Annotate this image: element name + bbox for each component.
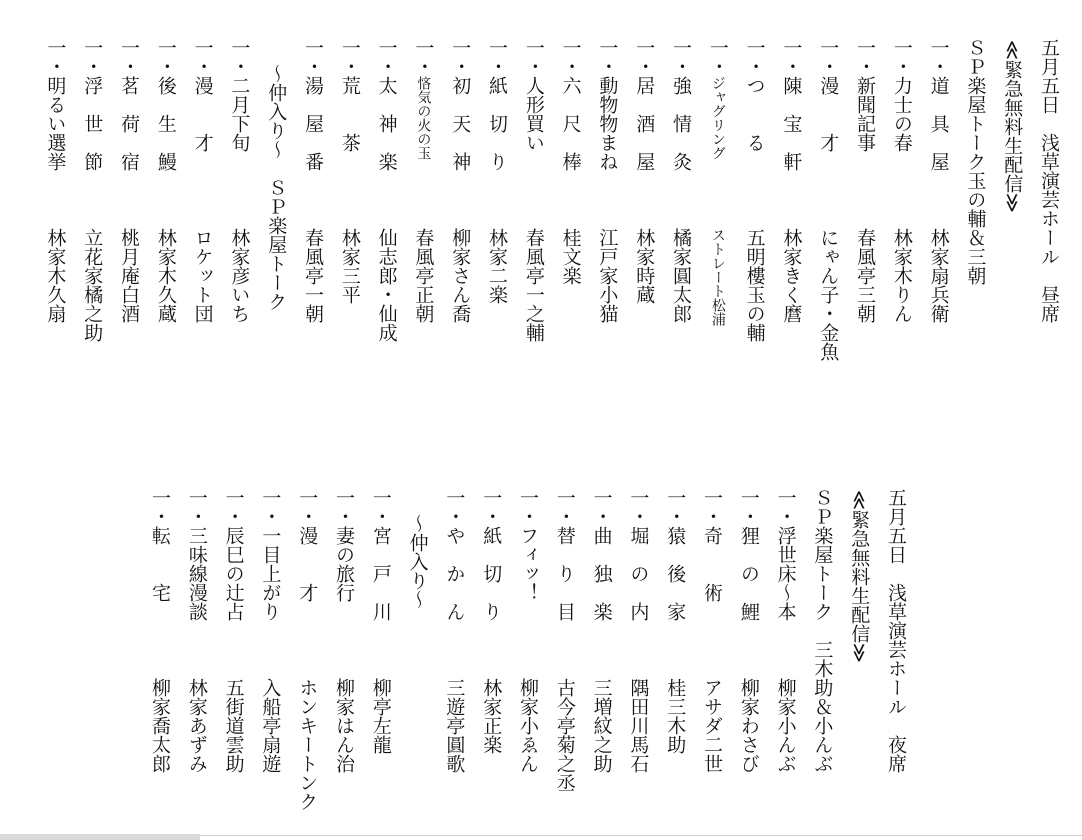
program-item	[633, 38, 656, 304]
piece-title: 荒 茶	[338, 76, 361, 152]
item-mark: 一・	[670, 38, 692, 76]
item-mark: 一・	[486, 38, 508, 76]
program-item	[780, 38, 803, 323]
item-mark: 一・	[559, 38, 582, 76]
item-mark: 一・	[154, 38, 177, 76]
intermission-marker	[265, 38, 288, 311]
program-item	[224, 488, 243, 773]
piece-title: 道 具 屋	[927, 76, 950, 171]
piece-title: 三味線漫談	[185, 526, 208, 621]
item-mark: 一・	[633, 38, 656, 76]
performer-name: 林家きく麿	[780, 228, 803, 323]
piece-title: 後 生 鰻	[154, 76, 177, 171]
performer-name: ホンキートンク	[296, 678, 319, 811]
item-mark: 一・	[854, 38, 876, 76]
program-item	[929, 38, 948, 323]
piece-title: 強 情 灸	[670, 76, 692, 171]
piece-title: 力士の春	[890, 76, 913, 152]
piece-title: 妻の旅行	[333, 526, 355, 602]
piece-title: 陳 宝 軒	[780, 76, 803, 171]
piece-title: 狸 の 鯉	[737, 526, 760, 621]
item-mark: 一・	[596, 38, 619, 76]
item-mark: 一・	[185, 488, 208, 526]
program-item	[487, 38, 506, 304]
program-item	[480, 488, 503, 754]
intermission-label: ～仲入り～	[406, 514, 429, 609]
program-item	[702, 488, 721, 773]
program-item	[119, 38, 138, 323]
program-item	[377, 38, 396, 342]
piece-title: 浮世床～本	[774, 526, 797, 621]
program-item	[412, 38, 435, 323]
performer-name: ストレート松浦	[709, 228, 726, 326]
item-mark: 一・	[412, 38, 435, 76]
piece-title: 辰巳の辻占	[222, 526, 245, 621]
program-item	[150, 488, 169, 773]
piece-title: 悋気の火の玉	[415, 76, 432, 160]
item-mark: 一・	[553, 488, 576, 526]
performer-name: 林家木りん	[890, 228, 913, 323]
performer-name: 仙志郎・仙成	[375, 228, 398, 342]
performer-name: 三遊亭圓歌	[443, 678, 466, 773]
performer-name: 桂文楽	[559, 228, 582, 285]
item-mark: 一・	[701, 488, 723, 526]
program-item	[449, 38, 472, 323]
program-item	[259, 488, 282, 773]
program-item	[44, 38, 67, 323]
item-mark: 一・	[296, 488, 319, 526]
piece-title: 二月下旬	[228, 76, 251, 152]
performer-name: 桂三木助	[664, 678, 687, 754]
piece-title: 奇 術	[701, 526, 723, 602]
scrollbar-track[interactable]	[0, 834, 200, 840]
item-mark: 一・	[927, 38, 950, 76]
piece-title: 湯 屋 番	[302, 76, 324, 171]
performer-name: 林家彦いち	[228, 228, 251, 323]
program-item	[664, 488, 687, 754]
program-item	[187, 488, 206, 773]
program-talk: ＳＰ楽屋トーク玉の輔＆三朝	[964, 38, 987, 285]
piece-title: 替 り 目	[553, 526, 576, 621]
piece-title: 曲 独 楽	[590, 526, 613, 621]
performer-name: 春風亭一之輔	[522, 228, 545, 342]
performer-name: 柳家小ゑん	[517, 678, 539, 773]
item-mark: 一・	[302, 38, 324, 76]
program-item	[340, 38, 359, 304]
item-mark: 一・	[664, 488, 687, 526]
item-mark: 一・	[443, 488, 466, 526]
item-mark: 一・	[44, 38, 67, 76]
piece-title: 六 尺 棒	[559, 76, 582, 171]
program-item	[671, 38, 690, 323]
program-title: 五月五日 浅草演芸ホール 昼席	[1038, 38, 1060, 323]
program-item	[739, 488, 758, 773]
program-talk: ＳＰ楽屋トーク 三木助＆小んぶ	[811, 488, 834, 773]
performer-name: 林家木久扇	[44, 228, 67, 323]
performer-name: 江戸家小猫	[596, 228, 619, 323]
piece-title: 紙 切 り	[480, 526, 503, 621]
program-item	[443, 488, 466, 773]
piece-title: つ る	[743, 76, 766, 152]
page-edge-divider	[200, 835, 1082, 836]
performer-name: 春風亭一朝	[302, 228, 324, 323]
program-item	[892, 38, 911, 323]
item-mark: 一・	[118, 38, 140, 76]
item-mark: 一・	[627, 488, 650, 526]
program-subtitle: ≪緊急無料生配信≫	[848, 490, 871, 663]
performer-name: アサダ二世	[701, 678, 723, 773]
program-item	[596, 38, 619, 323]
item-mark: 一・	[81, 38, 104, 76]
program-item	[303, 38, 322, 323]
item-mark: 一・	[222, 488, 245, 526]
program-item	[561, 38, 580, 285]
program-item	[296, 488, 319, 811]
program-item	[81, 38, 104, 342]
program-item	[555, 488, 574, 792]
program-item	[524, 38, 543, 342]
piece-title: 動物物まね	[596, 76, 619, 171]
item-mark: 一・	[743, 38, 766, 76]
performer-name: 林家あずみ	[185, 678, 208, 773]
program-item	[745, 38, 764, 342]
piece-title: 猿 後 家	[664, 526, 687, 621]
program-item	[334, 488, 353, 773]
performer-name: 林家時蔵	[633, 228, 656, 304]
piece-title: 漫 才	[191, 76, 214, 152]
item-mark: 一・	[706, 38, 729, 76]
piece-title: 転 宅	[149, 526, 171, 602]
piece-title: 居 酒 屋	[633, 76, 656, 171]
performer-name: ロケット団	[191, 228, 214, 323]
item-mark: 一・	[890, 38, 913, 76]
performer-name: 入船亭扇遊	[259, 678, 282, 773]
performer-name: 立花家橘之助	[81, 228, 104, 342]
item-mark: 一・	[375, 38, 398, 76]
performer-name: 桃月庵白酒	[118, 228, 140, 323]
performer-name: 古今亭菊之丞	[553, 678, 576, 792]
performer-name: 林家正楽	[480, 678, 503, 754]
performer-name: 柳家わさび	[737, 678, 760, 773]
intermission-marker	[408, 488, 427, 609]
program-item	[627, 488, 650, 773]
item-mark: 一・	[191, 38, 214, 76]
program-item	[518, 488, 537, 773]
performer-name: 五明樓玉の輔	[743, 228, 766, 342]
program-title: 五月五日 浅草演芸ホール 夜席	[885, 488, 907, 773]
item-mark: 一・	[369, 488, 392, 526]
performer-name: 林家二楽	[486, 228, 508, 304]
item-mark: 一・	[338, 38, 361, 76]
piece-title: 浮 世 節	[81, 76, 104, 171]
item-mark: 一・	[737, 488, 760, 526]
performer-name: 柳家さん喬	[449, 228, 472, 323]
program-subtitle: ≪緊急無料生配信≫	[1001, 40, 1024, 213]
item-mark: 一・	[522, 38, 545, 76]
performer-name: 柳家はん治	[333, 678, 355, 773]
item-mark: 一・	[780, 38, 803, 76]
performer-name: 柳家喬太郎	[149, 678, 171, 773]
piece-title: ジャグリング	[709, 76, 726, 160]
program-item	[371, 488, 390, 754]
piece-title: 宮 戸 川	[369, 526, 392, 621]
item-mark: 一・	[149, 488, 171, 526]
program-item	[817, 38, 840, 361]
performer-name: 橘家圓太郎	[670, 228, 692, 323]
performer-name: 林家木久蔵	[154, 228, 177, 323]
item-mark: 一・	[449, 38, 472, 76]
program-item	[193, 38, 212, 323]
program-item	[776, 488, 795, 773]
piece-title: 堀 の 内	[627, 526, 650, 621]
performer-name: 春風亭正朝	[412, 228, 435, 323]
piece-title: 太 神 楽	[375, 76, 398, 171]
item-mark: 一・	[259, 488, 282, 526]
piece-title: 新聞記事	[854, 76, 876, 152]
piece-title: 人形買い	[522, 76, 545, 152]
program-item	[228, 38, 251, 323]
item-mark: 一・	[590, 488, 613, 526]
piece-title: 一目上がり	[259, 526, 282, 621]
piece-title: 漫 才	[817, 76, 840, 152]
item-mark: 一・	[480, 488, 503, 526]
performer-name: にゃん子・金魚	[817, 228, 840, 361]
item-mark: 一・	[774, 488, 797, 526]
item-mark: 一・	[228, 38, 251, 76]
performer-name: 五街道雲助	[222, 678, 245, 773]
item-mark: 一・	[817, 38, 840, 76]
performer-name: 隅田川馬石	[627, 678, 650, 773]
performer-name: 林家扇兵衛	[927, 228, 950, 323]
performer-name: 林家三平	[338, 228, 361, 304]
performer-name: 柳家小んぶ	[774, 678, 797, 773]
performer-name: 柳亭左龍	[369, 678, 392, 754]
piece-title: フィッ！	[517, 526, 539, 602]
item-mark: 一・	[517, 488, 539, 526]
piece-title: 茗 荷 宿	[118, 76, 140, 171]
piece-title: や か ん	[443, 526, 466, 621]
piece-title: 紙 切 り	[486, 76, 508, 171]
program-item	[592, 488, 611, 773]
performer-name: 春風亭三朝	[854, 228, 876, 323]
piece-title: 漫 才	[296, 526, 319, 602]
piece-title: 初 天 神	[449, 76, 472, 171]
intermission-label: ～仲入り～ ＳＰ楽屋トーク	[265, 64, 288, 311]
piece-title: 明るい選挙	[44, 76, 67, 171]
item-mark: 一・	[333, 488, 355, 526]
performer-name: 三増紋之助	[590, 678, 613, 773]
program-item	[708, 38, 727, 326]
program-item	[156, 38, 175, 323]
program-item	[855, 38, 874, 323]
